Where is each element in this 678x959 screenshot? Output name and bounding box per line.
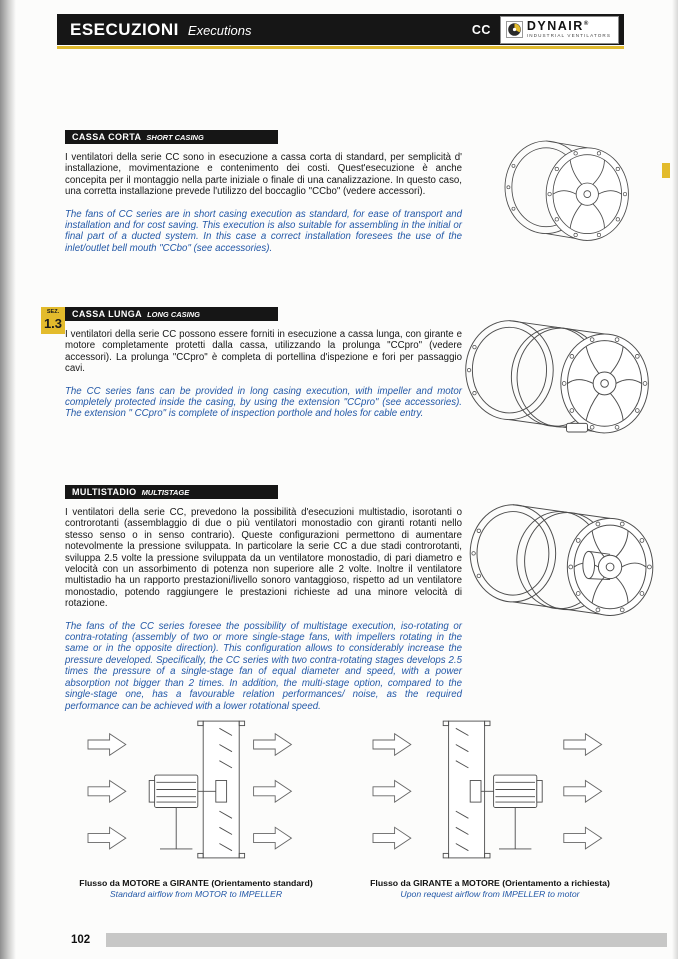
diagram-caption-it: Flusso da GIRANTE a MOTORE (Orientamento a richiesta) [370,878,610,888]
diagram-caption-en: Upon request airflow from IMPELLER to motor [400,889,580,899]
section-index-tab [41,307,65,334]
section-heading-en: MULTISTAGE [141,487,190,497]
header-titles [70,20,252,40]
airflow-arrows-left [373,734,411,849]
page-title-translation: Executions [187,22,252,38]
fan-drawing-multistage [464,497,659,633]
page-footer [57,932,667,948]
section-long-casing [65,307,623,420]
section-index-number: 1.3 [43,315,63,331]
diagram-motor-to-impeller-drawing [61,712,331,867]
diagram-caption [60,878,332,899]
diagram-impeller-to-motor-drawing [355,712,625,867]
section-body-italian: I ventilatori della serie CC, prevedono la possibilità d'esecuzioni multistadio, isorotanti o controrotanti (assemblaggio di due o più ventilatori monostadio con giranti rotanti nello stesso senso o in senso contrario). Queste configurazioni permettono di aumentare notevolmente la pressione sviluppata. In particolare la serie CC a due stadi controrotanti, sviluppa 2.5 volte la pressione sviluppata da un ventilatore monostadio, di pari diametro e velocità con un assorbimento di potenza non superiore alle 2 volte. Inoltre il ventilatore multistadio ha un rapporto prestazioni/livello sonoro vantaggioso, rispetto ad un ventilatore monostadio, potendo raggiungere le prestazioni richieste ad una minore velocità di rotazione. [65,507,462,610]
diagram-caption-en: Standard airflow from MOTOR to IMPELLER [109,889,283,899]
dynair-logo-icon [506,21,523,38]
airflow-arrows-left [88,734,126,849]
page-right-edge [672,0,678,959]
fan-drawing-short-casing [493,134,643,250]
airflow-diagrams [60,712,626,899]
section-body-english: The fans of the CC series foresee the possibility of multistage execution, iso-rotating or contra-rotating (assembly of two or more single-stage fans, with impellers rotating in the same or in the opposite direction). This configuration allows to considerably increase the pressure developed. Specifically, the CC series with two contra-rotating stages develops 2.5 times the pressure of a single-stage fan of equal diameter and speed, with a power absorption not bigger than 2 times. In addition, the multi-stage option, compared to the single-stage one, has a favourable relation performances/ noise, as the required performance can be achieved with a lower rotational speed. [65,620,462,712]
section-body-italian: I ventilatori della serie CC sono in esecuzione a cassa corta di standard, per semplicità d' installazione, movimentazione e contenimento dei costi. Quest'esecuzione è anche concepita per il montaggio nella parte iniziale o finale di una canalizzazione. In questo caso, una corretta installazione prevede l'utilizzo del boccaglio "CCbo" (vedere accessori). [65,152,462,198]
diagram-impeller-to-motor [354,712,626,899]
diagram-motor-to-impeller [60,712,332,899]
page-left-edge [0,0,16,959]
series-code: CC [471,22,491,37]
section-index-label: SEZ. [46,309,60,315]
section-heading-it: CASSA CORTA [72,132,142,142]
section-body-italian: I ventilatori della serie CC possono essere forniti in esecuzione a cassa lunga, con girante e motore completamente protetti dalla cassa, utilizzando la prolunga "CCpro" (vedere accessori). La prolunga "CCpro" è completa di portellina d'ispezione e fori per passaggio cavi. [65,329,462,375]
page-number: 102 [57,934,106,946]
section-heading-en: SHORT CASING [146,132,204,142]
header-bar [57,14,624,45]
page-edge-marker [662,163,670,178]
header-right [472,16,619,44]
airflow-arrows-right [254,734,292,849]
brand-subtitle: INDUSTRIAL VENTILATORS [526,33,611,39]
section-multistage [65,485,623,712]
header-accent-line [57,46,624,49]
section-heading-it: MULTISTADIO [72,487,137,497]
section-short-casing [65,130,623,254]
footer-bar [106,933,667,947]
brand-logo [500,16,619,44]
section-heading [65,485,278,499]
brand-text [527,20,611,39]
section-body-english: The fans of CC series are in short casing execution as standard, for ease of transport and installation and for cost saving. This execution is also suitable for assembling in the initial or final part of a ducted system. In this case a correct installation foresees the use of the inlet/outlet bell mouth "CCbo" (see accessories). [65,208,462,254]
page-title: ESECUZIONI [70,19,179,39]
section-heading-en: LONG CASING [147,309,200,319]
fan-drawing-long-casing [460,311,655,454]
diagram-caption [354,878,626,899]
section-heading-it: CASSA LUNGA [72,309,143,319]
registered-mark: ® [583,21,590,28]
fan-casing [443,721,490,858]
diagram-caption-it: Flusso da MOTORE a GIRANTE (Orientamento standard) [79,878,313,888]
brand-name: DYNAIR® [526,19,590,34]
section-body-english: The CC series fans can be provided in long casing execution, with impeller and motor completely protected inside the casing, by using the extension "CCpro" (see accessories). The extension " CCpro" is complete of inspection porthole and holes for cable entry. [65,385,462,420]
section-heading [65,307,278,321]
section-heading [65,130,278,144]
airflow-arrows-right [564,734,602,849]
page-header [57,14,624,49]
